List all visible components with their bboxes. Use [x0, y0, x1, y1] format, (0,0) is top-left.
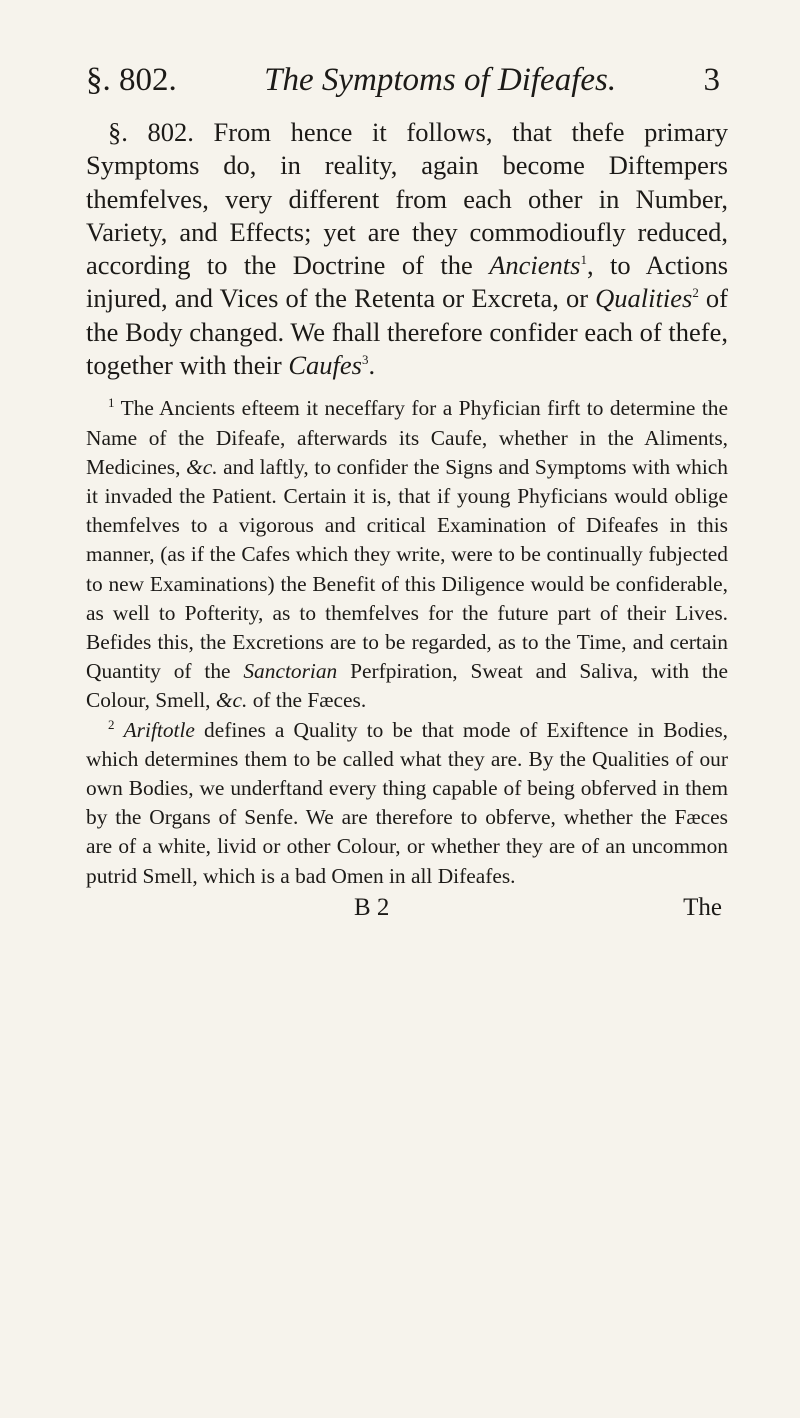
footnote-ref-2: 2 — [692, 285, 699, 301]
catchword: The — [683, 893, 722, 921]
footnote-1-etc2: &c. — [215, 688, 248, 713]
catchline — [86, 893, 728, 923]
main-paragraph — [86, 116, 728, 382]
footnote-ref-3: 3 — [362, 352, 369, 368]
footnote-1-part1: The Ancients efteem it neceffary for a Phyfician firft to determine the Name of the Difeafe, afterwards its Caufe, whether in the Aliments, Medicines, — [86, 396, 728, 479]
footnote-2-mark: 2 — [108, 716, 115, 732]
term-ancients: Ancients — [489, 250, 581, 281]
footnote-1-part3: Perfpiration, Sweat and Saliva, with the Colour, Smell, — [86, 659, 728, 713]
footnote-1 — [86, 394, 728, 715]
signature-mark: B 2 — [354, 893, 390, 921]
footnote-1-part4: of the Fæces. — [247, 688, 367, 713]
page-number: 3 — [703, 62, 720, 98]
main-text-part3: of the Body changed. We fhall therefore confider each of thefe, together with their — [86, 283, 728, 381]
running-title: The Symptoms of Difeafes. — [264, 62, 617, 98]
footnote-ref-1: 1 — [580, 252, 587, 268]
footnote-1-part2: and laftly, to confider the Signs and Symptoms with which it invaded the Patient. Certain it is, that if young Phyficians would oblige themfelves to a vigorous and critical Examination of Difeafes in this manner, (as if the Cafes which they write, were to be continually fubjected to new Examinations) the Benefit of this Diligence would be confiderable, as well to Pofterity, as to themfelves for the future part of their Lives. Befides this, the Excretions are to be regarded, as to the Time, and certain Quantity of the — [86, 454, 728, 684]
main-text-part4: . — [368, 350, 376, 381]
section-number: §. 802. — [86, 62, 177, 98]
running-head — [86, 60, 728, 100]
term-aristotle: Ariftotle — [123, 717, 195, 742]
main-text-part2: , to Actions injured, and Vices of the Retenta or Excreta, or — [86, 250, 729, 314]
footnote-1-etc: &c. — [186, 454, 218, 479]
term-caufes: Caufes — [288, 350, 362, 381]
main-text-part1: §. 802. From hence it follows, that thefe primary Symptoms do, in reality, again become Diftempers themfelves, very different from each other in Number, Variety, and Effects; yet are they commodioufly reduced, according to the Doctrine of the — [86, 117, 728, 281]
footnote-1-mark: 1 — [108, 395, 115, 411]
term-sanctorian: Sanctorian — [243, 659, 338, 684]
footnote-2 — [86, 716, 728, 891]
footnote-2-part1: defines a Quality to be that mode of Exiftence in Bodies, which determines them to be called what they are. By the Qualities of our own Bodies, we underftand every thing capable of being obferved in them by the Organs of Senfe. We are therefore to obferve, whether the Fæces are of a white, livid or other Colour, or whether they are of an uncommon putrid Smell, which is a bad Omen in all Difeafes. — [86, 717, 728, 888]
term-qualities: Qualities — [595, 283, 693, 314]
